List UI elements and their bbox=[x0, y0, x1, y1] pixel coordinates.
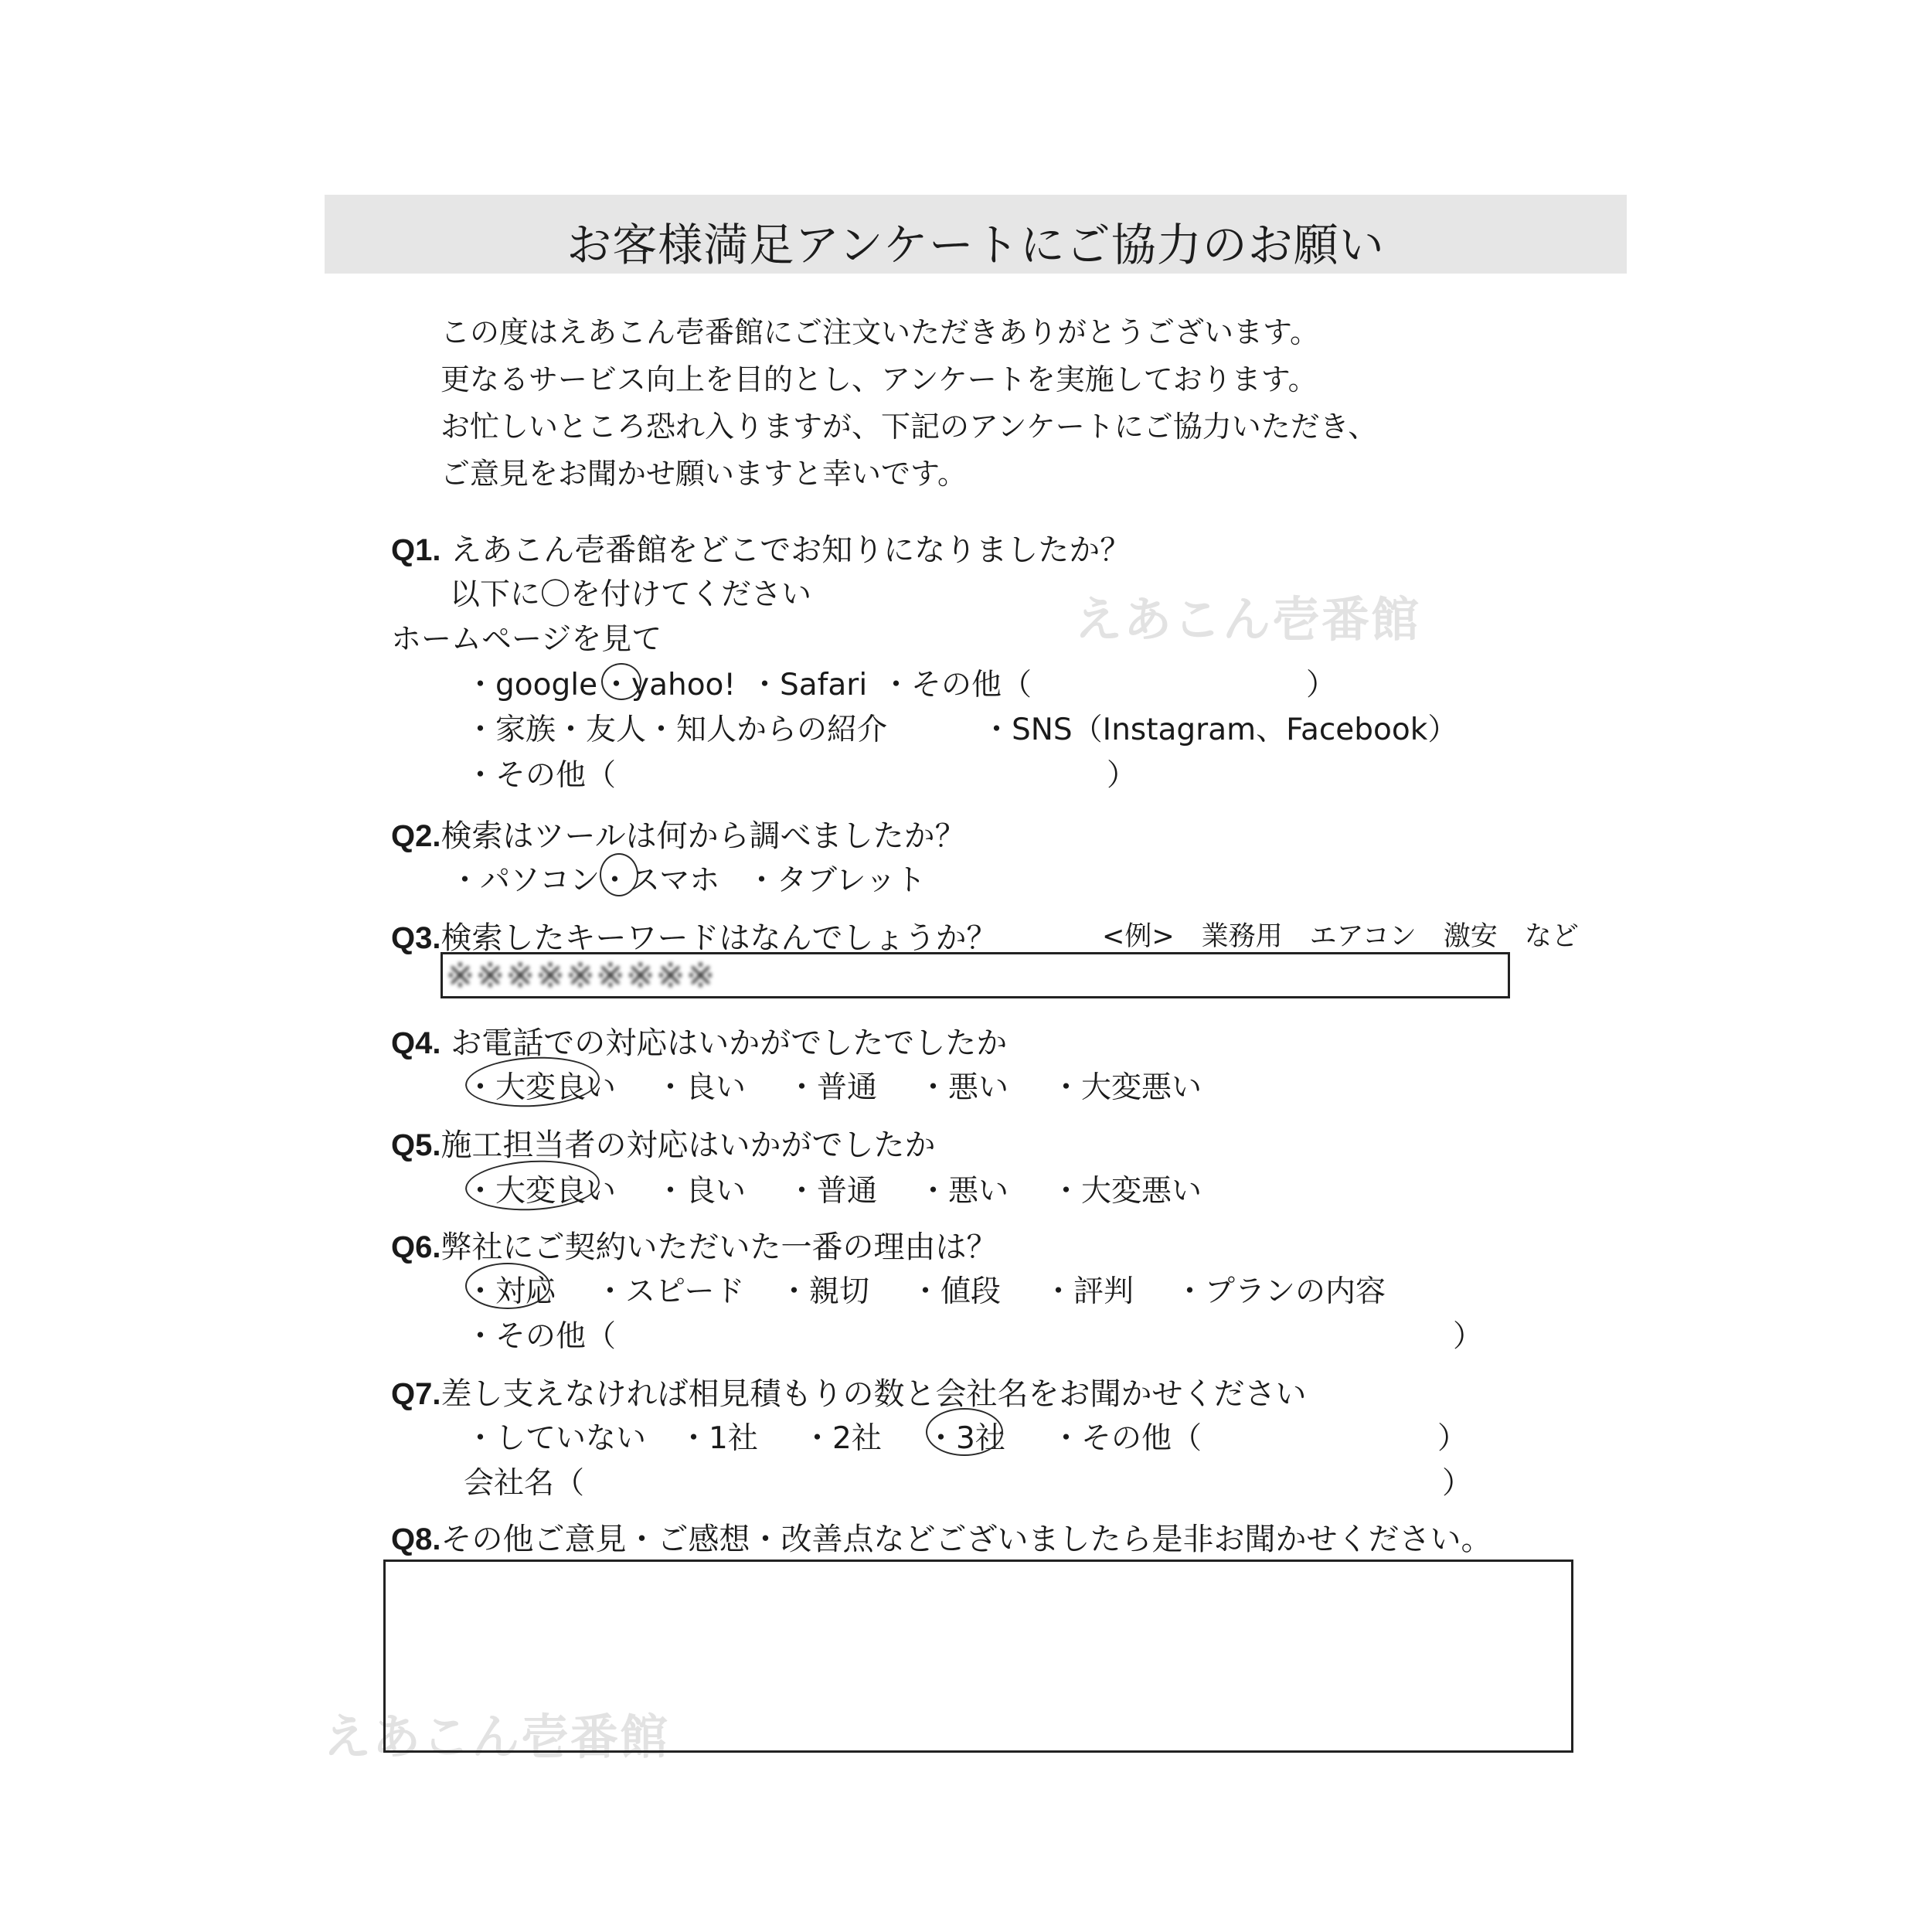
q6-option-kindness[interactable]: ・親切 bbox=[779, 1274, 870, 1309]
watermark: えあこん壱番館 bbox=[1074, 591, 1421, 648]
q8-heading bbox=[391, 1515, 1492, 1559]
q1-option-other[interactable]: ・その他（ bbox=[881, 668, 1032, 702]
q7-company-label[interactable]: 会社名（ bbox=[464, 1466, 585, 1501]
selection-circle bbox=[601, 663, 641, 700]
q7-option-1[interactable]: ・1社 bbox=[679, 1421, 758, 1456]
q7-option-3[interactable]: ・3社 bbox=[926, 1421, 1005, 1456]
question-text: 差し支えなければ相見積もりの数と会社名をお聞かせください bbox=[440, 1376, 1307, 1412]
paren-close: ） bbox=[1306, 668, 1337, 702]
question-text: 施工担当者の対応はいかがでしたか bbox=[440, 1128, 936, 1163]
q6-heading bbox=[391, 1223, 997, 1267]
paren-close: ） bbox=[1437, 1421, 1468, 1456]
q6-option-speed[interactable]: ・スピード bbox=[595, 1274, 745, 1309]
q1-option-sns[interactable]: ・SNS（Instagram、Facebook） bbox=[981, 713, 1458, 747]
q1-instruction: 以下に〇を付けてください bbox=[450, 577, 812, 612]
q2-option-pc[interactable]: ・パソコン bbox=[450, 863, 600, 898]
watermark: えあこん壱番館 bbox=[323, 1709, 670, 1765]
intro-line: お忙しいところ恐れ入りますが、下記のアンケートにご協力いただき、 bbox=[440, 410, 1378, 444]
question-number: Q7. bbox=[391, 1377, 441, 1411]
intro-paragraph bbox=[440, 309, 1377, 498]
q2-option-phone[interactable]: ・スマホ bbox=[600, 863, 720, 898]
question-text: 弊社にご契約いただいた一番の理由は？ bbox=[440, 1230, 998, 1265]
q5-option-good[interactable]: ・良い bbox=[655, 1174, 747, 1209]
q4-option-very-bad[interactable]: ・大変悪い bbox=[1051, 1070, 1202, 1105]
q1-option-google[interactable]: ・google bbox=[465, 668, 598, 702]
question-number: Q8. bbox=[391, 1522, 441, 1556]
q8-answer-box[interactable] bbox=[383, 1560, 1573, 1753]
q2-heading bbox=[391, 811, 966, 855]
q1-heading bbox=[391, 526, 1131, 570]
q5-option-bad[interactable]: ・悪い bbox=[918, 1174, 1009, 1209]
q6-option-response[interactable]: ・対応 bbox=[465, 1274, 556, 1309]
selection-circle bbox=[465, 1263, 550, 1309]
q1-option-other-2[interactable]: ・その他（ bbox=[465, 758, 617, 793]
page-title: お客様満足アンケートにご協力のお願い bbox=[566, 219, 1385, 271]
question-text: 検索したキーワードはなんでしょうか？ bbox=[440, 920, 998, 956]
question-number: Q4. bbox=[391, 1026, 441, 1060]
question-number: Q5. bbox=[391, 1128, 441, 1162]
selection-circle bbox=[926, 1408, 1003, 1456]
q1-option-yahoo[interactable]: ・yahoo! bbox=[601, 668, 736, 702]
intro-line: この度はえあこん壱番館にご注文いただきありがとうございます。 bbox=[440, 315, 1319, 349]
q5-option-very-good[interactable]: ・大変良い bbox=[465, 1174, 617, 1209]
q7-option-none[interactable]: ・していない bbox=[465, 1421, 647, 1456]
q6-option-other[interactable]: ・その他（ bbox=[465, 1319, 617, 1354]
q1-option-safari[interactable]: ・Safari bbox=[750, 668, 868, 702]
q6-option-plan[interactable]: ・プランの内容 bbox=[1175, 1274, 1386, 1309]
q2-option-tablet[interactable]: ・タブレット bbox=[747, 863, 927, 898]
q5-heading bbox=[391, 1121, 935, 1165]
q6-option-reputation[interactable]: ・評判 bbox=[1043, 1274, 1134, 1309]
question-number: Q1. bbox=[391, 533, 441, 567]
q7-heading bbox=[391, 1369, 1306, 1413]
q7-option-2[interactable]: ・2社 bbox=[802, 1421, 882, 1456]
redacted-answer: ※※※※※※※※※ bbox=[446, 956, 716, 995]
paren-close: ） bbox=[1453, 1319, 1484, 1354]
q4-option-good[interactable]: ・良い bbox=[655, 1070, 747, 1105]
question-text: 検索はツールは何から調べましたか？ bbox=[440, 818, 966, 854]
title-band bbox=[325, 195, 1627, 274]
question-text: えあこん壱番館をどこでお知りになりましたか？ bbox=[451, 532, 1131, 568]
q7-option-other[interactable]: ・その他（ bbox=[1051, 1421, 1202, 1456]
intro-line: 更なるサービス向上を目的とし、アンケートを実施しております。 bbox=[440, 362, 1318, 396]
question-number: Q2. bbox=[391, 819, 441, 853]
q3-example: <例> 業務用 エアコン 激安 など bbox=[1102, 921, 1579, 952]
q5-option-average[interactable]: ・普通 bbox=[787, 1174, 878, 1209]
intro-line: ご意見をお聞かせ願いますと幸いです。 bbox=[440, 457, 967, 491]
paren-close: ） bbox=[1442, 1466, 1473, 1501]
q5-option-very-bad[interactable]: ・大変悪い bbox=[1051, 1174, 1202, 1209]
q3-answer-box[interactable] bbox=[440, 952, 1510, 998]
q4-option-average[interactable]: ・普通 bbox=[787, 1070, 878, 1105]
question-number: Q3. bbox=[391, 921, 441, 955]
paren-close: ） bbox=[1107, 758, 1138, 793]
selection-circle bbox=[600, 853, 638, 896]
q6-option-price[interactable]: ・値段 bbox=[910, 1274, 1002, 1309]
q4-option-very-good[interactable]: ・大変良い bbox=[465, 1070, 617, 1105]
q1-subheading: ホームページを見て bbox=[391, 622, 662, 657]
question-text: お電話での対応はいかがでしたでしたか bbox=[451, 1026, 1008, 1061]
question-text: その他ご意見・ご感想・改善点などございましたら是非お聞かせください。 bbox=[440, 1522, 1492, 1557]
q4-heading bbox=[391, 1019, 1007, 1063]
q3-heading bbox=[391, 913, 997, 957]
q4-option-bad[interactable]: ・悪い bbox=[918, 1070, 1009, 1105]
question-number: Q6. bbox=[391, 1230, 441, 1264]
q1-option-referral[interactable]: ・家族・友人・知人からの紹介 bbox=[465, 713, 888, 747]
